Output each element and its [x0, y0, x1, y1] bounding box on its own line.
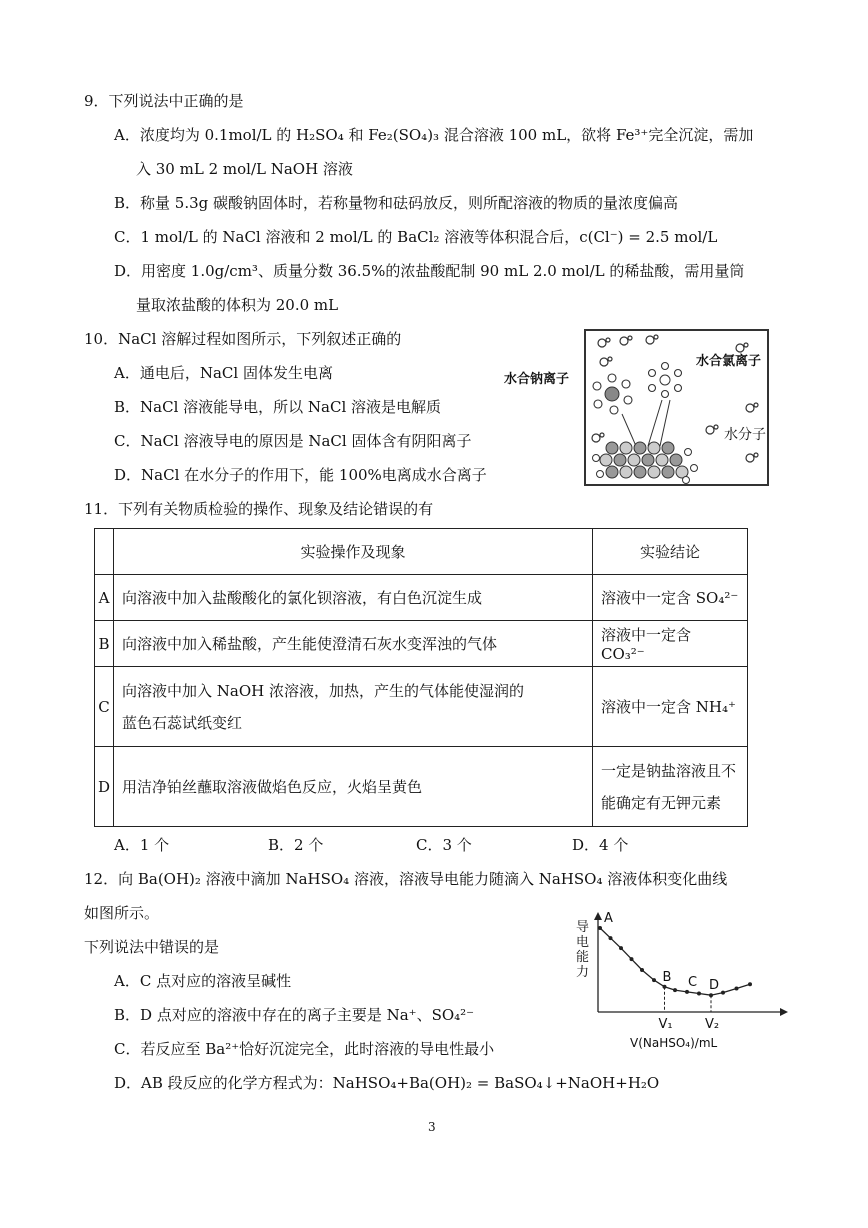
nacl-dissolution-figure [500, 328, 780, 488]
row-operation: 向溶液中加入稀盐酸，产生能使澄清石灰水变浑浊的气体 [114, 621, 593, 667]
row-operation [114, 667, 593, 747]
x-tick-label: V₁ [658, 1017, 673, 1032]
q11-choice-c: C．3 个 [416, 836, 472, 854]
q12-stem-cont: 如图所示。 [84, 904, 160, 922]
q12-option-d: D．AB 段反应的化学方程式为：NaHSO₄+Ba(OH)₂ = BaSO₄↓+NaOH+H₂O [114, 1074, 660, 1092]
point-label-b: B [662, 969, 672, 985]
curve-point [735, 986, 739, 990]
curve-point [721, 991, 725, 995]
q10-option-d: D．NaCl 在水分子的作用下，能 100%电离成水合离子 [114, 466, 487, 484]
curve-point [630, 957, 634, 961]
y-axis-arrow [594, 912, 602, 920]
row-key: A [95, 575, 114, 621]
row-conclusion-line: 一定是钠盐溶液且不 [601, 761, 737, 780]
row-key: B [95, 621, 114, 667]
q9-option-a-cont: 入 30 mL 2 mol/L NaOH 溶液 [136, 160, 353, 178]
x-axis-arrow [780, 1008, 788, 1016]
table-row [95, 575, 748, 621]
curve-point [652, 978, 656, 982]
curve-point [609, 936, 613, 940]
q10-stem: 10．NaCl 溶解过程如图所示，下列叙述正确的 [84, 330, 402, 348]
row-conclusion: 溶液中一定含 CO₃²⁻ [593, 621, 748, 667]
q10-option-b: B．NaCl 溶液能导电，所以 NaCl 溶液是电解质 [114, 398, 442, 416]
q12-option-a: A．C 点对应的溶液呈碱性 [114, 972, 292, 990]
q12-question: 下列说法中错误的是 [84, 938, 220, 956]
table-row [95, 667, 748, 747]
label-water-molecule: 水分子 [724, 427, 766, 443]
x-axis-label: V(NaHSO₄)/mL [630, 1036, 718, 1050]
table-header-conclusion: 实验结论 [593, 529, 748, 575]
row-key: C [95, 667, 114, 747]
q10-option-a: A．通电后，NaCl 固体发生电离 [114, 364, 333, 382]
q11-stem: 11．下列有关物质检验的操作、现象及结论错误的有 [84, 500, 434, 518]
curve-point [748, 982, 752, 986]
point-label-d: D [709, 978, 720, 994]
experiment-table [94, 528, 748, 827]
label-hydrated-sodium-ion: 水合钠离子 [504, 372, 570, 387]
curve-point [619, 946, 623, 950]
row-operation: 用洁净铂丝蘸取溶液做焰色反应，火焰呈黄色 [114, 747, 593, 827]
x-tick-label: V₂ [705, 1017, 720, 1032]
point-label-a: A [604, 911, 613, 926]
curve-point [697, 992, 701, 996]
q9-option-a: A．浓度均为 0.1mol/L 的 H₂SO₄ 和 Fe₂(SO₄)₃ 混合溶液 100 mL，欲将 Fe³⁺完全沉淀，需加 [114, 126, 754, 144]
row-conclusion [593, 747, 748, 827]
row-conclusion-line: 能确定有无钾元素 [601, 793, 722, 812]
table-row [95, 621, 748, 667]
q9-option-b: B．称量 5.3g 碳酸钠固体时，若称量物和砝码放反，则所配溶液的物质的量浓度偏高 [114, 194, 679, 212]
curve-point [598, 926, 602, 930]
q11-choice-b: B．2 个 [268, 836, 324, 854]
curve-point [685, 990, 689, 994]
row-key: D [95, 747, 114, 827]
row-conclusion: 溶液中一定含 SO₄²⁻ [593, 575, 748, 621]
row-operation-line: 蓝色石蕊试纸变红 [122, 713, 243, 732]
q9-option-d-cont: 量取浓盐酸的体积为 20.0 mL [136, 296, 339, 314]
row-conclusion: 溶液中一定含 NH₄⁺ [593, 667, 748, 747]
conductivity-graph [570, 908, 790, 1058]
q12-stem: 12．向 Ba(OH)₂ 溶液中滴加 NaHSO₄ 溶液，溶液导电能力随滴入 NaHSO₄ 溶液体积变化曲线 [84, 870, 728, 888]
label-hydrated-chloride-ion: 水合氯离子 [696, 354, 762, 369]
q9-option-d: D．用密度 1.0g/cm³、质量分数 36.5%的浓盐酸配制 90 mL 2.0 mol/L 的稀盐酸，需用量筒 [114, 262, 745, 280]
curve-point [673, 988, 677, 992]
row-operation: 向溶液中加入盐酸酸化的氯化钡溶液，有白色沉淀生成 [114, 575, 593, 621]
table-header-row [95, 529, 748, 575]
q11-choice-d: D．4 个 [572, 836, 629, 854]
curve-point [640, 968, 644, 972]
y-axis-label: 导电能力 [576, 920, 590, 980]
q10-option-c: C．NaCl 溶液导电的原因是 NaCl 固体含有阴阳离子 [114, 432, 472, 450]
table-header-operation: 实验操作及现象 [114, 529, 593, 575]
q9-option-c: C．1 mol/L 的 NaCl 溶液和 2 mol/L 的 BaCl₂ 溶液等体积混合后，c(Cl⁻) = 2.5 mol/L [114, 228, 718, 246]
q12-option-b: B．D 点对应的溶液中存在的离子主要是 Na⁺、SO₄²⁻ [114, 1006, 475, 1024]
q12-option-c: C．若反应至 Ba²⁺恰好沉淀完全，此时溶液的导电性最小 [114, 1040, 495, 1058]
point-label-c: C [688, 974, 698, 990]
table-header-key [95, 529, 114, 575]
conductivity-curve [600, 928, 750, 995]
q11-choices [0, 834, 868, 856]
page-number: 3 [428, 1120, 436, 1134]
table-row [95, 747, 748, 827]
q11-choice-a: A．1 个 [114, 836, 170, 854]
row-operation-line: 向溶液中加入 NaOH 浓溶液，加热，产生的气体能使湿润的 [122, 681, 524, 700]
q9-stem: 9．下列说法中正确的是 [84, 92, 244, 110]
